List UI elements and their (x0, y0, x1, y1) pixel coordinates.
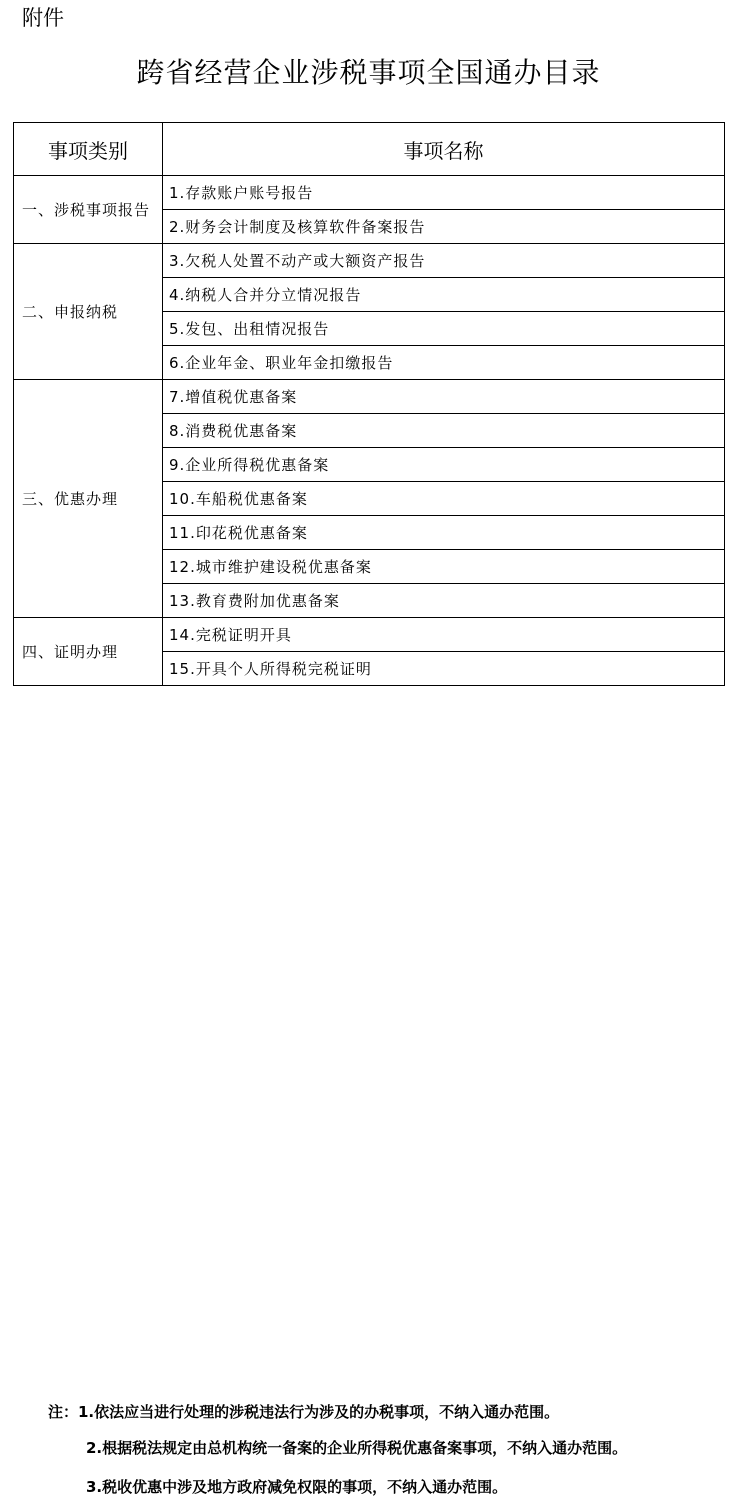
item-cell: 5.发包、出租情况报告 (163, 312, 725, 346)
category-cell: 一、涉税事项报告 (14, 176, 163, 244)
item-cell: 15.开具个人所得税完税证明 (163, 652, 725, 686)
header-item-name: 事项名称 (163, 123, 725, 176)
item-cell: 8.消费税优惠备案 (163, 414, 725, 448)
item-cell: 3.欠税人处置不动产或大额资产报告 (163, 244, 725, 278)
item-cell: 14.完税证明开具 (163, 618, 725, 652)
note-2: 2.根据税法规定由总机构统一备案的企业所得税优惠备案事项，不纳入通办范围。 (86, 1439, 628, 1457)
item-cell: 4.纳税人合并分立情况报告 (163, 278, 725, 312)
tax-items-table (13, 122, 725, 686)
note-3: 3.税收优惠中涉及地方政府减免权限的事项，不纳入通办范围。 (86, 1478, 508, 1496)
attachment-label: 附件 (22, 6, 64, 30)
item-cell: 11.印花税优惠备案 (163, 516, 725, 550)
item-cell: 6.企业年金、职业年金扣缴报告 (163, 346, 725, 380)
item-cell: 12.城市维护建设税优惠备案 (163, 550, 725, 584)
category-cell: 四、证明办理 (14, 618, 163, 686)
document-title: 跨省经营企业涉税事项全国通办目录 (136, 56, 601, 89)
table-row (14, 244, 725, 278)
category-cell: 三、优惠办理 (14, 380, 163, 618)
item-cell: 2.财务会计制度及核算软件备案报告 (163, 210, 725, 244)
table-row (14, 176, 725, 210)
item-cell: 13.教育费附加优惠备案 (163, 584, 725, 618)
table-row (14, 380, 725, 414)
item-cell: 9.企业所得税优惠备案 (163, 448, 725, 482)
item-cell: 1.存款账户账号报告 (163, 176, 725, 210)
item-cell: 7.增值税优惠备案 (163, 380, 725, 414)
note-1: 注：1.依法应当进行处理的涉税违法行为涉及的办税事项，不纳入通办范围。 (48, 1403, 560, 1421)
header-category: 事项类别 (14, 123, 163, 176)
item-cell: 10.车船税优惠备案 (163, 482, 725, 516)
table-row (14, 618, 725, 652)
category-cell: 二、申报纳税 (14, 244, 163, 380)
table-header-row (14, 123, 725, 176)
